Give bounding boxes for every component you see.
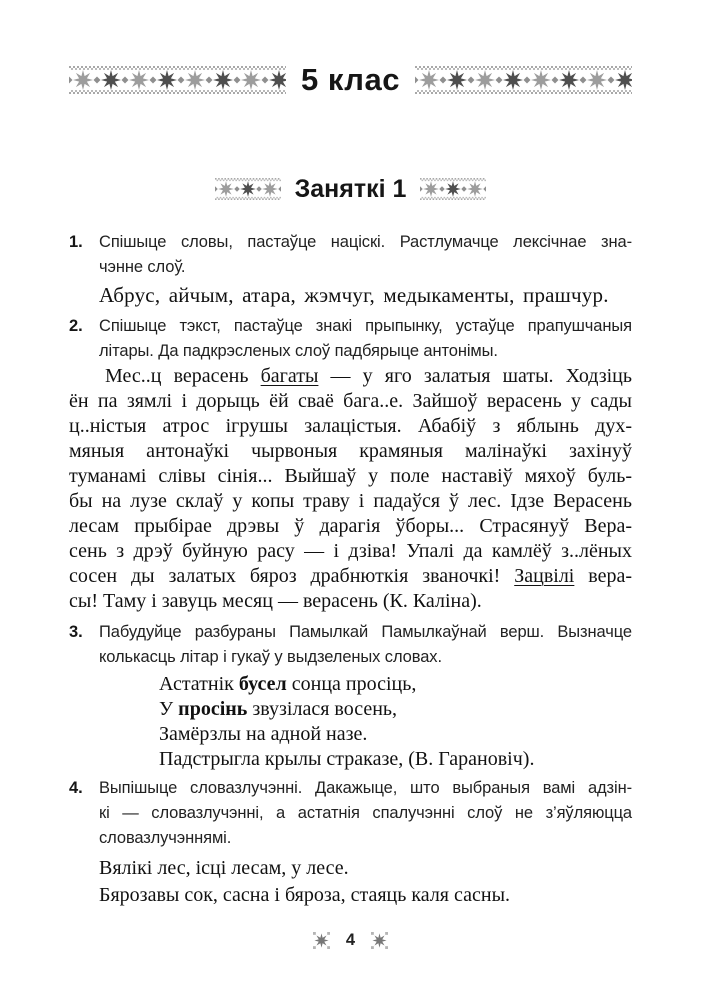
text-line: ён па зямлі і дорыць ёй сваё бага..е. Зайшоў верасень у сады [69,390,632,412]
text-line: літары. Да падкрэсленых слоў падбярыце антонімы. [99,342,498,360]
ornament-star-icon [313,932,330,949]
exercise-verse [159,672,632,772]
ornament-small-right-icon [420,178,486,200]
grade-title: 5 клас [301,62,400,97]
ornament-star-icon [371,932,388,949]
exercise-list [69,230,632,909]
text-line: Спішыце словы, пастаўце націскі. Растлумачце лексічнае зна- [99,233,632,251]
text-line: Мес..ц верасень багаты — у яго залатыя шаты. Ходзіць [105,365,632,387]
exercise-number: 1. [69,233,83,251]
page-content [69,64,632,913]
text-line: кі — словазлучэнні, а астатнія спалучэнні слоў не з’яўляюцца [99,804,632,822]
page-footer [0,931,701,950]
text-line: Вялікі лес, ісці лесам, у лесе. [99,857,349,879]
ornament-band-right-icon [415,66,632,94]
text-line: Замёрзлы на адной назе. [159,723,368,745]
exercise-4 [69,776,632,909]
text-line: словазлучэннямі. [99,829,232,847]
text-line: Бярозавы сок, сасна і бяроза, стаяць каля сасны. [99,884,511,906]
exercise-instruction [99,620,632,670]
text-line: колькасць літар і гукаў у выдзеленых словах. [99,648,442,666]
ornament-small-left-icon [215,178,281,200]
text-line: лесам прыбірае дрэвы ў дарагія ўборы... Страсянуў Вера- [69,515,632,537]
exercise-1 [69,230,632,308]
exercise-2 [69,314,632,614]
lesson-heading: Заняткі 1 [294,174,407,203]
text-line: ц..ністыя атрос ігрушы залацістыя. Абабіў з яблынь дух- [69,415,632,437]
exercise-3 [69,620,632,772]
exercise-text-paragraph [69,364,632,614]
exercise-number: 2. [69,317,83,335]
text-line: Пабудуйце разбураны Памылкай Памылкаўнай верш. Вызначце [99,623,632,641]
text-line: Астатнік бусел сонца просіць, [159,673,417,695]
exercise-instruction [99,776,632,851]
text-line: Спішыце тэкст, пастаўце знакі прыпынку, устаўце прапушчаныя [99,317,632,335]
text-line: туманамі слівы сінія... Выйшаў у поле наставіў мяхоў буль- [69,465,632,487]
text-line: сень з дрэў буйную расу — і дзіва! Упалі да камлёў з..лёных [69,540,632,562]
text-line: Выпішыце словазлучэнні. Дакажыце, што выбраныя вамі адзін- [99,779,632,797]
text-line: Падстрыгла крылы страказе, (В. Гарановіч). [159,748,535,770]
text-line: бы на лузе склаў у копы траву і падаўся ў лес. Ідзе Верасень [69,490,632,512]
text-line: сы! Таму і завуць месяц — верасень (К. Каліна). [69,590,482,612]
lesson-heading-row [69,174,632,204]
exercise-instruction [99,314,632,364]
text-line: сосен ды залатых бяроз драбнюткія званочкі! Зацвілі вера- [69,565,632,587]
exercise-word-list: Абрус, айчым, атара, жэмчуг, медыкаменты, прашчур. [99,283,609,307]
text-line: мяныя антонаўкі чырвоныя крамяныя малінаўкі захінуў [69,440,632,462]
page-header [69,64,632,96]
exercise-number: 4. [69,779,83,797]
exercise-instruction [99,230,632,280]
page-number: 4 [345,931,356,949]
exercise-number: 3. [69,623,83,641]
ornament-band-left-icon [69,66,286,94]
exercise-word-groups [99,855,632,909]
text-line: У просінь звузілася восень, [159,698,398,720]
text-line: чэнне слоў. [99,258,186,276]
